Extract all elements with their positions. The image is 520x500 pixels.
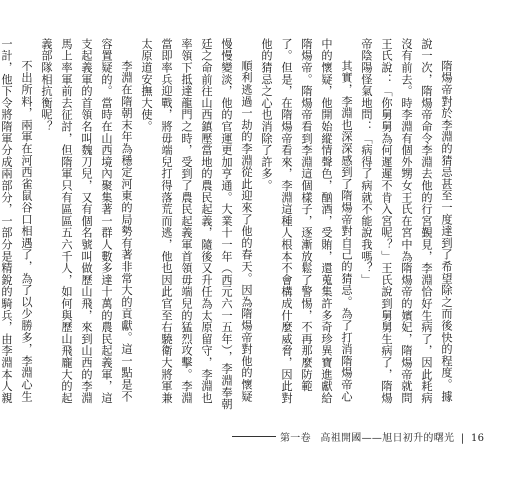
paragraph: 李淵在隋朝末年為穩定河東的局勢有著非常大的貢獻。這一點是不容置疑的。當時在山西境內聚集著一群人數多達十萬的農民起義軍，這支起義軍的首領名叫魏刀兒，又有個名號叫做歷山飛，來到山西的李淵馬上率軍前去征討，但隋軍只有區區五六千人，如何與歷山飛龐大的起義部隊相抗衡呢？ — [40, 38, 133, 404]
vertical-text-body — [0, 38, 456, 410]
running-footer — [280, 429, 484, 444]
footer-title: 高祖開國——旭日初升的曙光 — [320, 433, 455, 444]
footer-divider: | — [460, 433, 465, 444]
footer-rule — [232, 436, 276, 437]
footer-chapter: 第一卷 — [280, 433, 311, 444]
paragraph: 不出所料，兩軍在河西雀鼠谷口相遇了，為了以少勝多，李淵心生一計，他下令將隋軍分成兩部分，一部分是精銳的騎兵，由李淵本人親 — [0, 38, 33, 404]
page-number: 16 — [470, 433, 485, 444]
paragraph: 隋煬帝對於李淵的猜忌甚至一度達到了希望除之而後快的程度。據說一次，隋煬帝命令李淵去他的行宮覲見，李淵恰好生病了，因此耗病沒有前去。時李淵有個外甥女王氏在宮中為隋煬帝的嬪妃，隋煬帝就問王氏說：「你舅舅為何遲遲不肯入宮呢？」王氏說到舅舅生病了，隋煬帝陰陽怪氣地問：「病得了病就不能說我嗎？」 — [360, 38, 453, 404]
paragraph: 其實，李淵也深深感到了隋煬帝對自己的猜忌。為了打消隋煬帝心中的懷疑，他開始縱情聲色，酗酒，受賄，還蒐集許多奇珍異寶進獻給隋煬帝。隋煬帝看到李淵這個樣子，逐漸放鬆了警惕，不再那麼防範了。但是，在隋煬帝看來，李淵這種人根本不會構成什麼威脅，因此對他的猜忌之心也消除了許多。 — [260, 38, 353, 404]
paragraph: 順利逃過一劫的李淵從此迎來了他的春天。因為隋煬帝對他的懷疑慢慢變淡，他的官運更加亨通。大業十一年（西元六一五年），李淵奉朝廷之命前往山西鎮壓當地的農民起義，隨後又升任為太原留守，李淵也率領下抵達龍門之時，受到了農民起義軍首領毋端兒的猛烈攻擊。李淵當即率兵迎戰，將毋端兒打得落荒而逃，他也因此官至右驍衛大將軍兼太原道安撫大使。 — [140, 38, 253, 410]
